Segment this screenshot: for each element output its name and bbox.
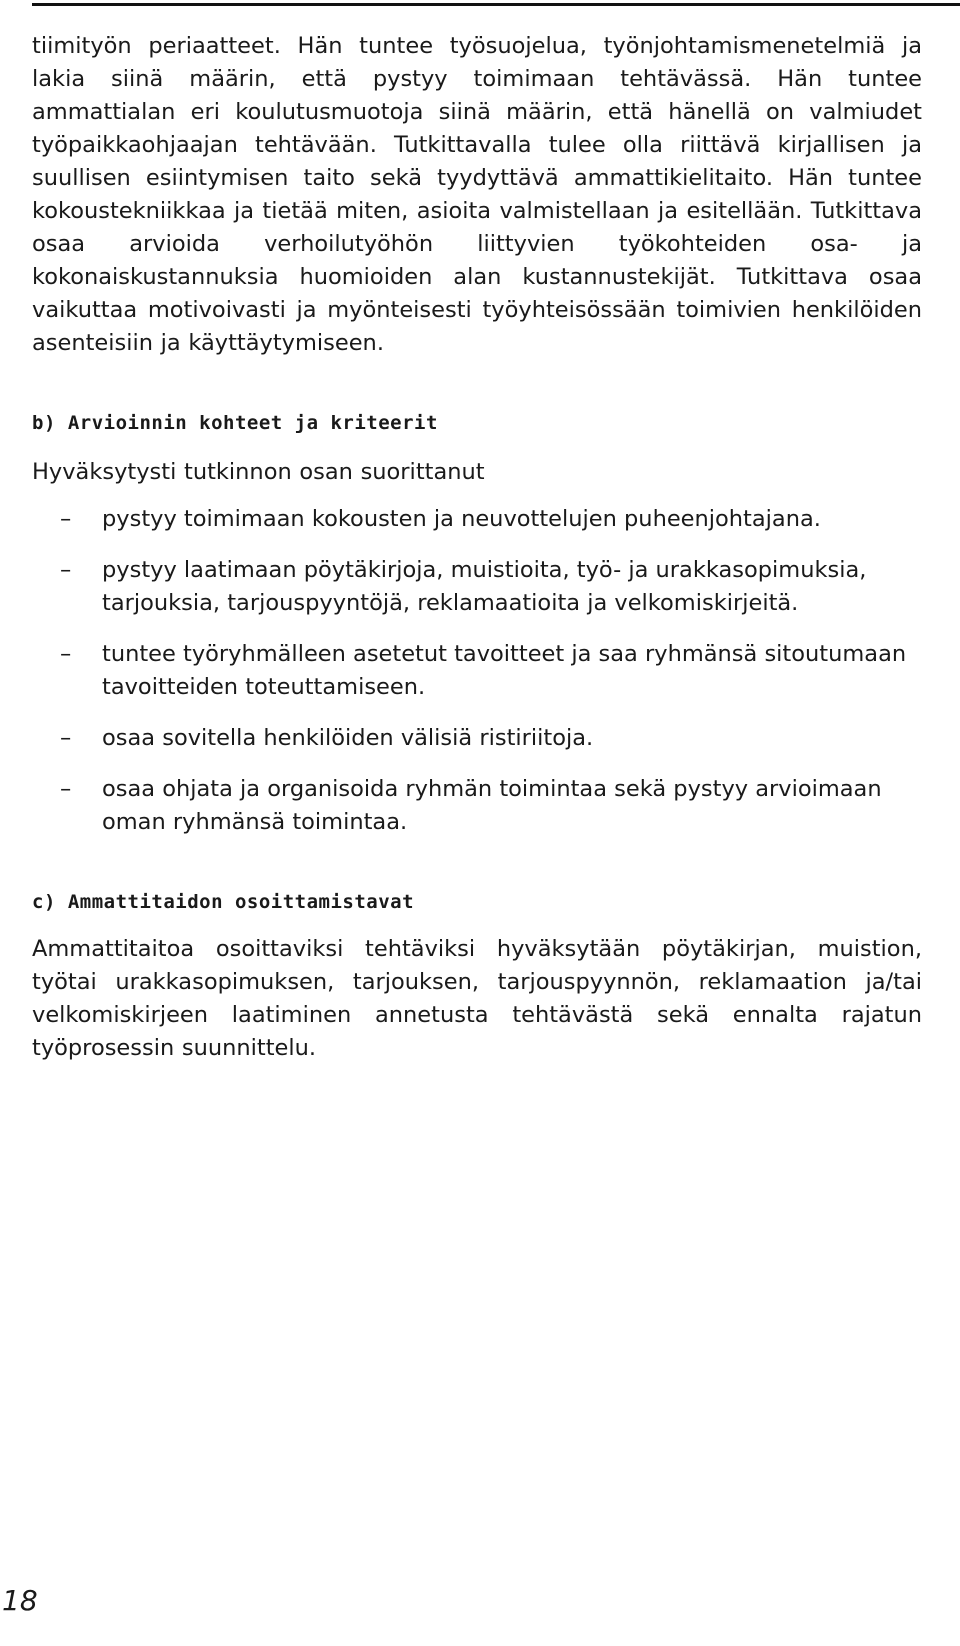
dash-bullet: –: [60, 776, 72, 802]
dash-bullet: –: [60, 725, 72, 751]
list-item: [32, 554, 922, 620]
dash-bullet: –: [60, 506, 72, 532]
list-item-text: tuntee työryhmälleen asetetut tavoitteet ja saa ryhmänsä sitoutumaan tavoitteiden toteuttamiseen.: [102, 641, 907, 700]
list-item-text: pystyy toimimaan kokousten ja neuvottelujen puheenjohtajana.: [102, 506, 821, 532]
section-c-heading: c) Ammattitaidon osoittamistavat: [32, 891, 415, 913]
list-item: [32, 773, 922, 839]
page-number: 18: [2, 1584, 38, 1617]
page-content: [32, 30, 922, 1065]
list-item-text: osaa ohjata ja organisoida ryhmän toimintaa sekä pystyy arvioimaan oman ryhmänsä toimintaa.: [102, 776, 882, 835]
criteria-list: [32, 503, 922, 839]
list-item: [32, 722, 922, 755]
list-item: [32, 638, 922, 704]
paragraph-top: tiimityön periaatteet. Hän tuntee työsuojelua, työnjohtamismenetelmiä ja lakia siinä määrin, että pystyy toimimaan tehtävässä. Hän tuntee ammattialan eri koulutusmuotoja siinä määrin, että hänellä on valmiudet työpaikkaohjaajan tehtävään. Tutkittavalla tulee olla riittävä kirjallisen ja suullisen esiintymisen taito sekä tyydyttävä ammattikielitaito. Hän tuntee kokoustekniikkaa ja tietää miten, asioita valmistellaan ja esitellään. Tutkittava osaa arvioida verhoilutyöhön liittyvien työkohteiden osa- ja kokonaiskustannuksia huomioiden alan kustannustekijät. Tutkittava osaa vaikuttaa motivoivasti ja myönteisesti työyhteisössään toimivien henkilöiden asenteisiin ja käyttäytymiseen.: [32, 33, 922, 356]
top-rule: [32, 3, 960, 6]
dash-bullet: –: [60, 641, 72, 667]
list-item-text: osaa sovitella henkilöiden välisiä ristiriitoja.: [102, 725, 594, 751]
list-item: [32, 503, 922, 536]
dash-bullet: –: [60, 557, 72, 583]
section-b-heading: b) Arvioinnin kohteet ja kriteerit: [32, 412, 438, 434]
section-c-paragraph: Ammattitaitoa osoittaviksi tehtäviksi hyväksytään pöytäkirjan, muistion, työtai urakkasopimuksen, tarjouksen, tarjouspyynnön, reklamaation ja/tai velkomiskirjeen laatiminen annetusta tehtävästä sekä ennalta rajatun työprosessin suunnittelu.: [32, 936, 922, 1061]
list-item-text: pystyy laatimaan pöytäkirjoja, muistioita, työ- ja urakkasopimuksia, tarjouksia, tarjouspyyntöjä, reklamaatioita ja velkomiskirjeitä.: [102, 557, 867, 616]
section-b-intro: Hyväksytysti tutkinnon osan suorittanut: [32, 459, 485, 485]
